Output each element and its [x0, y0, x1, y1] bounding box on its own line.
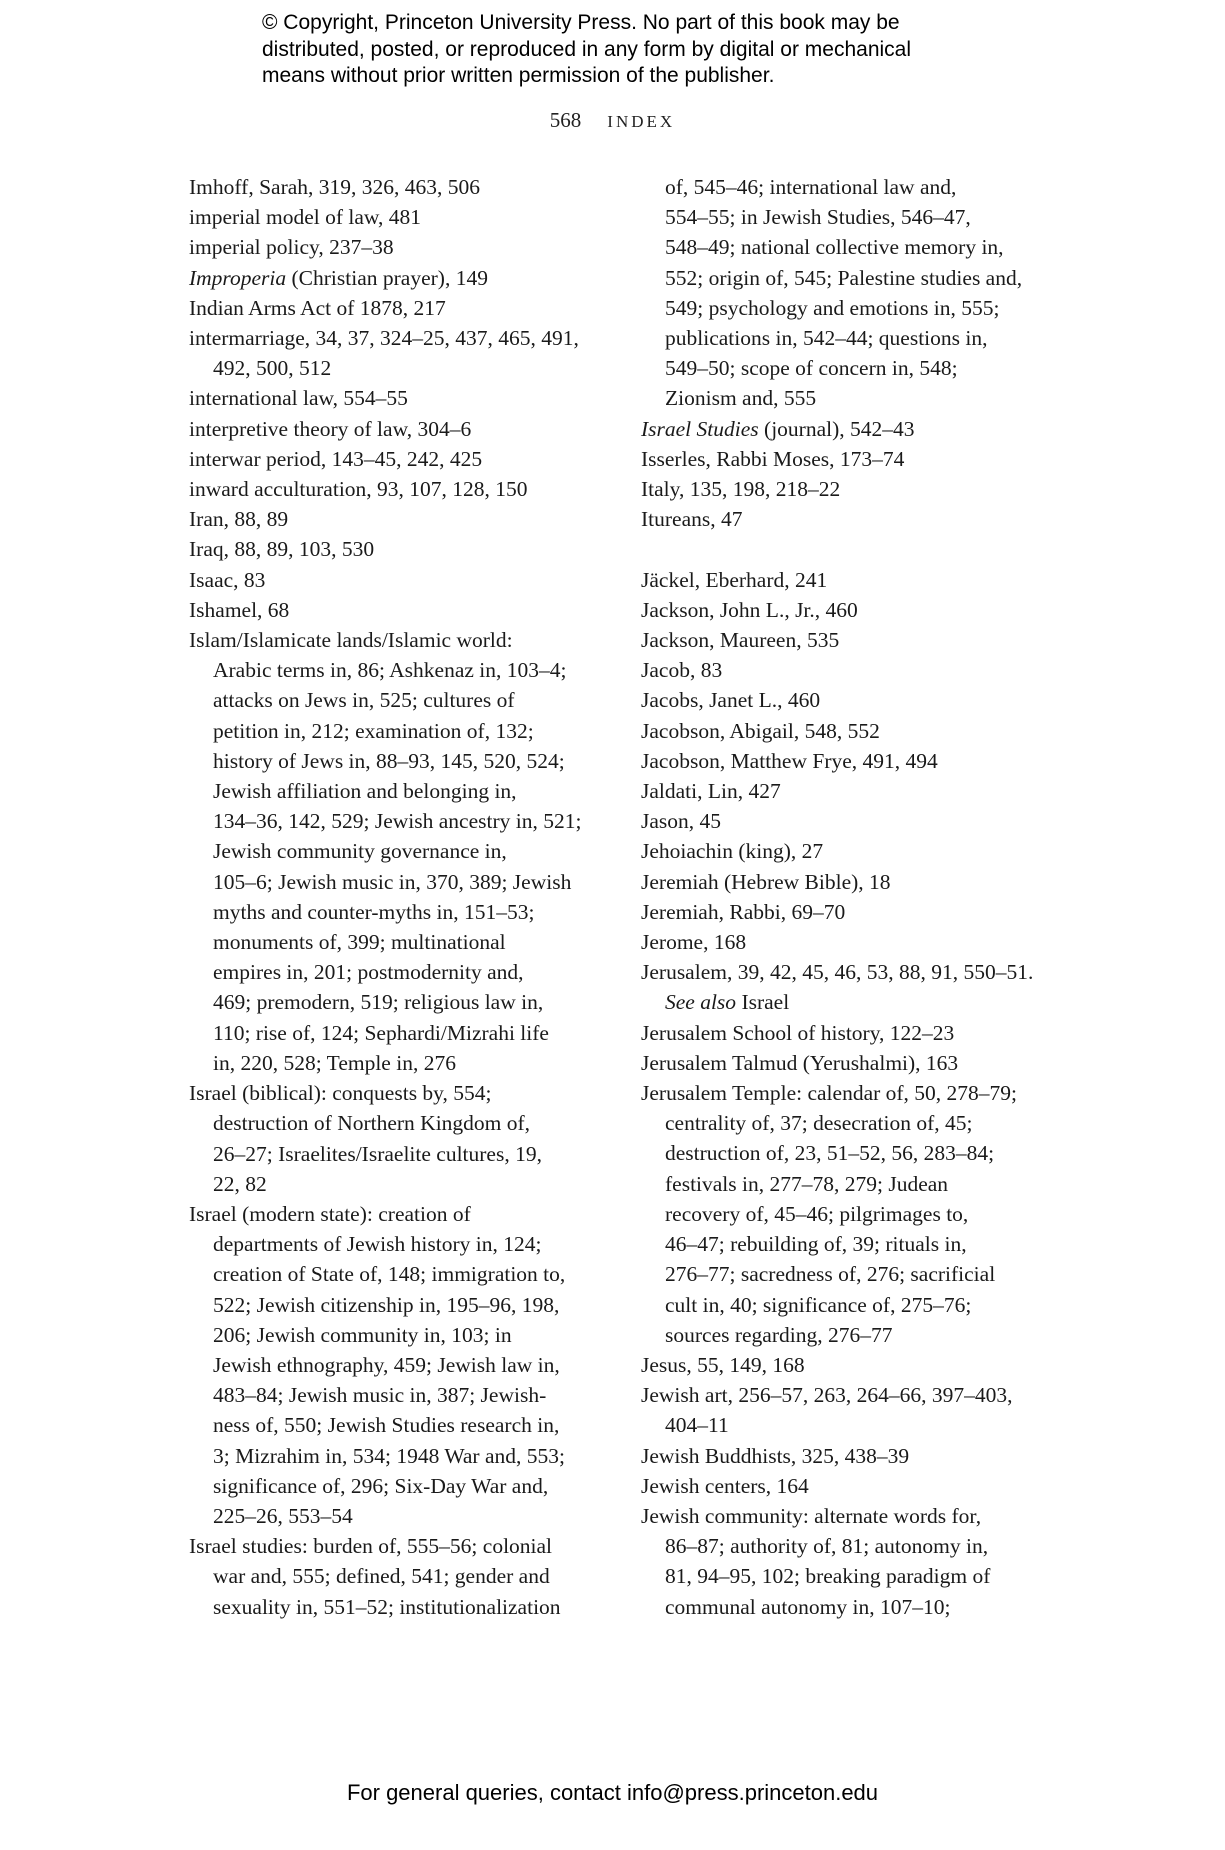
copyright-line: © Copyright, Princeton University Press. No part of this book may be	[262, 11, 900, 34]
entry-text: Jacobson, Abigail, 548, 552	[641, 718, 880, 743]
index-entry-continuation	[641, 1229, 1061, 1259]
entry-text: Jeremiah (Hebrew Bible), 18	[641, 869, 891, 894]
entry-text: 552; origin of, 545; Palestine studies and,	[665, 265, 1023, 290]
entry-text: imperial policy, 237–38	[189, 235, 394, 260]
index-entry-continuation	[189, 897, 609, 927]
entry-text: history of Jews in, 88–93, 145, 520, 524;	[213, 748, 565, 773]
entry-text: creation of State of, 148; immigration to,	[213, 1262, 566, 1287]
index-entry	[641, 504, 1061, 534]
index-entry-continuation	[189, 987, 609, 1017]
entry-text: 549; psychology and emotions in, 555;	[665, 295, 1000, 320]
entry-text: destruction of Northern Kingdom of,	[213, 1111, 531, 1136]
entry-text: 206; Jewish community in, 103; in	[213, 1322, 512, 1347]
index-entry	[189, 1078, 609, 1108]
index-entry-continuation	[189, 1501, 609, 1531]
entry-text: Jesus, 55, 149, 168	[641, 1352, 805, 1377]
index-entry	[641, 1441, 1061, 1471]
index-entry-continuation	[189, 1290, 609, 1320]
entry-text: 86–87; authority of, 81; autonomy in,	[665, 1534, 989, 1559]
index-entry-continuation	[189, 1320, 609, 1350]
index-entry-continuation	[641, 1199, 1061, 1229]
index-entry-continuation	[189, 957, 609, 987]
index-entry	[189, 625, 609, 655]
index-entry-continuation	[641, 293, 1061, 323]
entry-text: Jerusalem Talmud (Yerushalmi), 163	[641, 1050, 959, 1075]
entry-text: interpretive theory of law, 304–6	[189, 416, 472, 441]
entry-text: interwar period, 143–45, 242, 425	[189, 446, 483, 471]
entry-text: 522; Jewish citizenship in, 195–96, 198,	[213, 1292, 560, 1317]
index-entry	[641, 1018, 1061, 1048]
entry-text: 134–36, 142, 529; Jewish ancestry in, 521;	[213, 809, 582, 834]
entry-text: international law, 554–55	[189, 386, 408, 411]
entry-text: 276–77; sacredness of, 276; sacrificial	[665, 1262, 996, 1287]
entry-text: in, 220, 528; Temple in, 276	[213, 1050, 456, 1075]
index-entry-continuation	[641, 1138, 1061, 1168]
index-entry	[189, 414, 609, 444]
entry-text: Imhoff, Sarah, 319, 326, 463, 506	[189, 175, 481, 199]
index-entry	[189, 595, 609, 625]
index-entry	[641, 867, 1061, 897]
index-entry	[189, 263, 609, 293]
section-title: INDEX	[607, 112, 676, 131]
entry-italic-text: Israel Studies	[641, 416, 759, 441]
entry-text: Jerusalem Temple: calendar of, 50, 278–79;	[641, 1081, 1018, 1106]
entry-text: Israel	[736, 990, 790, 1015]
index-entry	[641, 776, 1061, 806]
index-entry-continuation	[641, 1410, 1061, 1440]
index-entry	[189, 565, 609, 595]
index-entry	[189, 1199, 609, 1229]
entry-text: Jewish affiliation and belonging in,	[213, 779, 517, 804]
index-entry-continuation	[189, 353, 609, 383]
index-column-left	[189, 172, 609, 1622]
entry-text: recovery of, 45–46; pilgrimages to,	[665, 1201, 969, 1226]
entry-text: Jewish art, 256–57, 263, 264–66, 397–403,	[641, 1383, 1013, 1408]
entry-text: ness of, 550; Jewish Studies research in,	[213, 1413, 560, 1438]
entry-text: 548–49; national collective memory in,	[665, 235, 1004, 260]
index-entry-continuation	[189, 927, 609, 957]
entry-text: Jewish community: alternate words for,	[641, 1503, 982, 1528]
index-entry	[641, 474, 1061, 504]
entry-text: 549–50; scope of concern in, 548;	[665, 356, 958, 381]
index-entry	[189, 383, 609, 413]
index-entry-continuation	[189, 867, 609, 897]
entry-text: Zionism and, 555	[665, 386, 817, 411]
entry-text: 105–6; Jewish music in, 370, 389; Jewish	[213, 869, 572, 894]
entry-text: Iran, 88, 89	[189, 507, 289, 532]
index-entry	[641, 1501, 1061, 1531]
entry-text: Ishamel, 68	[189, 597, 290, 622]
entry-text: 22, 82	[213, 1171, 267, 1196]
index-entry	[189, 504, 609, 534]
contact-footer: For general queries, contact info@press.princeton.edu	[346, 1780, 879, 1805]
index-entry	[641, 1471, 1061, 1501]
index-entry-continuation	[189, 1471, 609, 1501]
index-entry-continuation	[641, 1290, 1061, 1320]
index-entry-continuation	[641, 383, 1061, 413]
index-entry-continuation	[641, 202, 1061, 232]
index-entry-continuation	[189, 746, 609, 776]
entry-text: inward acculturation, 93, 107, 128, 150	[189, 477, 528, 502]
entry-text: sexuality in, 551–52; institutionalization	[213, 1594, 561, 1619]
entry-text: 3; Mizrahim in, 534; 1948 War and, 553;	[213, 1443, 565, 1468]
entry-italic-text: See also	[665, 990, 737, 1015]
entry-text: publications in, 542–44; questions in,	[665, 326, 988, 351]
index-entry	[189, 534, 609, 564]
entry-text: Jeremiah, Rabbi, 69–70	[641, 899, 846, 924]
entry-text: Israel (biblical): conquests by, 554;	[189, 1081, 492, 1106]
copyright-line: means without prior written permission of the publisher.	[262, 64, 775, 87]
index-entry	[641, 1048, 1061, 1078]
entry-text: Italy, 135, 198, 218–22	[641, 477, 841, 502]
index-entry	[641, 836, 1061, 866]
index-entry	[641, 1078, 1061, 1108]
copyright-notice	[262, 10, 1022, 90]
entry-text: monuments of, 399; multinational	[213, 930, 506, 955]
index-entry-continuation	[641, 1259, 1061, 1289]
entry-text: festivals in, 277–78, 279; Judean	[665, 1171, 949, 1196]
index-entry-continuation	[641, 172, 1061, 202]
index-entry-continuation	[189, 685, 609, 715]
index-entry-continuation	[189, 1048, 609, 1078]
entry-text: Jewish centers, 164	[641, 1473, 809, 1498]
index-entry	[189, 202, 609, 232]
index-entry-continuation	[641, 987, 1061, 1017]
entry-text: Jerusalem, 39, 42, 45, 46, 53, 88, 91, 550–51.	[641, 960, 1034, 985]
entry-text: Arabic terms in, 86; Ashkenaz in, 103–4;	[213, 658, 567, 683]
entry-text: sources regarding, 276–77	[665, 1322, 893, 1347]
index-entry	[189, 232, 609, 262]
index-entry	[189, 474, 609, 504]
entry-text: 46–47; rebuilding of, 39; rituals in,	[665, 1232, 967, 1257]
entry-text: cult in, 40; significance of, 275–76;	[665, 1292, 972, 1317]
entry-text: Jason, 45	[641, 809, 722, 834]
entry-text: Jäckel, Eberhard, 241	[641, 567, 828, 592]
index-entry-continuation	[641, 1320, 1061, 1350]
index-entry-continuation	[189, 1259, 609, 1289]
index-entry	[641, 595, 1061, 625]
index-entry	[641, 957, 1061, 987]
entry-text: (journal), 542–43	[758, 416, 915, 441]
index-column-right	[641, 172, 1061, 1622]
entry-italic-text: Improperia	[189, 265, 287, 290]
entry-text: 225–26, 553–54	[213, 1503, 353, 1528]
entry-text: 492, 500, 512	[213, 356, 332, 381]
entry-text: of, 545–46; international law and,	[665, 175, 957, 199]
index-entry	[641, 806, 1061, 836]
entry-text: departments of Jewish history in, 124;	[213, 1232, 542, 1257]
entry-text: Iraq, 88, 89, 103, 530	[189, 537, 375, 562]
index-entry-continuation	[189, 1592, 609, 1622]
index-entry-continuation	[189, 1229, 609, 1259]
entry-text: Israel studies: burden of, 555–56; colonial	[189, 1534, 553, 1559]
index-entry	[641, 897, 1061, 927]
index-entry-continuation	[641, 353, 1061, 383]
entry-text: significance of, 296; Six-Day War and,	[213, 1473, 549, 1498]
index-entry	[641, 414, 1061, 444]
index-entry-continuation	[641, 1592, 1061, 1622]
entry-text: Jacobs, Janet L., 460	[641, 688, 821, 713]
entry-text: 110; rise of, 124; Sephardi/Mizrahi life	[213, 1020, 549, 1045]
entry-text: Isaac, 83	[189, 567, 266, 592]
entry-text: Jewish community governance in,	[213, 839, 507, 864]
index-entry	[641, 1380, 1061, 1410]
entry-text: Jewish Buddhists, 325, 438–39	[641, 1443, 910, 1468]
entry-text: centrality of, 37; desecration of, 45;	[665, 1111, 973, 1136]
entry-text: petition in, 212; examination of, 132;	[213, 718, 534, 743]
entry-text: empires in, 201; postmodernity and,	[213, 960, 524, 985]
entry-text: (Christian prayer), 149	[286, 265, 488, 290]
entry-text: Jehoiachin (king), 27	[641, 839, 824, 864]
index-entry	[641, 444, 1061, 474]
entry-text: 81, 94–95, 102; breaking paradigm of	[665, 1564, 991, 1589]
entry-text: myths and counter-myths in, 151–53;	[213, 899, 535, 924]
entry-text: Jerome, 168	[641, 930, 747, 955]
index-entry-continuation	[189, 1169, 609, 1199]
index-entry-continuation	[641, 1531, 1061, 1561]
entry-text: Islam/Islamicate lands/Islamic world:	[189, 628, 513, 653]
running-head	[0, 108, 1225, 133]
index-entry	[189, 293, 609, 323]
index-entry	[641, 625, 1061, 655]
entry-text: Jewish ethnography, 459; Jewish law in,	[213, 1352, 560, 1377]
index-entry-continuation	[189, 1139, 609, 1169]
entry-text: Jaldati, Lin, 427	[641, 779, 781, 804]
entry-text: Itureans, 47	[641, 507, 743, 532]
entry-text: attacks on Jews in, 525; cultures of	[213, 688, 515, 713]
index-entry-continuation	[189, 1561, 609, 1591]
index-entry-continuation	[189, 1441, 609, 1471]
index-entry	[189, 172, 609, 202]
index-entry-continuation	[641, 1108, 1061, 1138]
index-entry-continuation	[189, 1108, 609, 1138]
entry-text: Jackson, Maureen, 535	[641, 628, 840, 653]
index-entry-continuation	[641, 1169, 1061, 1199]
index-entry-continuation	[189, 716, 609, 746]
index-entry	[189, 323, 609, 353]
entry-text: war and, 555; defined, 541; gender and	[213, 1564, 550, 1589]
index-entry-continuation	[189, 1350, 609, 1380]
index-entry-continuation	[641, 323, 1061, 353]
index-entry-continuation	[189, 1018, 609, 1048]
entry-text: 404–11	[665, 1413, 729, 1438]
index-entry-continuation	[189, 776, 609, 806]
entry-text: destruction of, 23, 51–52, 56, 283–84;	[665, 1141, 995, 1166]
entry-text: Jackson, John L., Jr., 460	[641, 597, 858, 622]
index-entry	[189, 444, 609, 474]
entry-text: 26–27; Israelites/Israelite cultures, 19,	[213, 1141, 542, 1166]
copyright-line: distributed, posted, or reproduced in any form by digital or mechanical	[262, 37, 912, 61]
index-entry-continuation	[641, 232, 1061, 262]
entry-text: 554–55; in Jewish Studies, 546–47,	[665, 205, 971, 230]
index-entry-continuation	[189, 1380, 609, 1410]
entry-text: communal autonomy in, 107–10;	[665, 1594, 951, 1619]
letter-group-gap	[641, 534, 1061, 564]
entry-text: imperial model of law, 481	[189, 205, 422, 230]
page-number: 568	[549, 108, 582, 132]
entry-text: Jacob, 83	[641, 658, 723, 683]
index-entry-continuation	[641, 1561, 1061, 1591]
entry-text: 469; premodern, 519; religious law in,	[213, 990, 544, 1015]
entry-text: Isserles, Rabbi Moses, 173–74	[641, 446, 905, 471]
entry-text: Jerusalem School of history, 122–23	[641, 1020, 955, 1045]
index-entry-continuation	[641, 263, 1061, 293]
index-entry	[641, 927, 1061, 957]
index-entry	[641, 716, 1061, 746]
index-entry	[641, 685, 1061, 715]
entry-text: Israel (modern state): creation of	[189, 1201, 471, 1226]
index-entry-continuation	[189, 655, 609, 685]
index-entry	[641, 655, 1061, 685]
entry-text: intermarriage, 34, 37, 324–25, 437, 465, 491,	[189, 326, 579, 351]
index-entry	[641, 746, 1061, 776]
index-entry-continuation	[189, 806, 609, 836]
index-entry-continuation	[189, 836, 609, 866]
index-entry-continuation	[189, 1410, 609, 1440]
index-entry	[641, 1350, 1061, 1380]
entry-text: Indian Arms Act of 1878, 217	[189, 295, 446, 320]
entry-text: 483–84; Jewish music in, 387; Jewish-	[213, 1383, 547, 1408]
entry-text: Jacobson, Matthew Frye, 491, 494	[641, 748, 938, 773]
index-entry	[641, 565, 1061, 595]
index-entry	[189, 1531, 609, 1561]
